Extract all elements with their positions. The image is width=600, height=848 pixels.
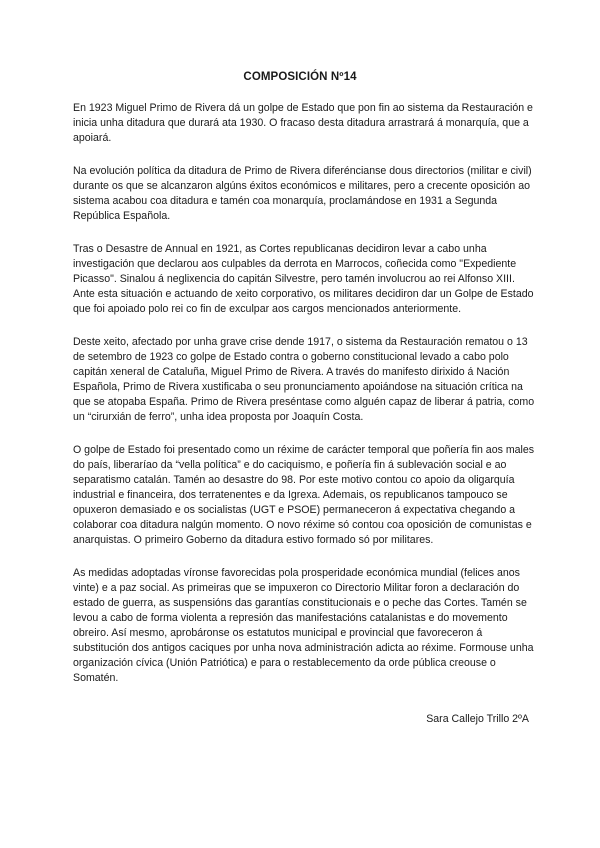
document-title: COMPOSICIÓN Nº14 bbox=[243, 71, 357, 83]
paragraph-6: As medidas adoptadas víronse favorecidas pola prosperidade económica mundial (felices anos vinte) e a paz social. As primeiras que se impuxeron co Directorio Militar foron a declaración do estado de guerra, as suspensións das garantías constitucionais e o peche das Cortes. Tamén se levou a cabo de forma violenta a represión das manifestacións catalanistas e do movemento obreiro. Así mesmo, aprobáronse os estatutos municipal e provincial que favoreceron á substitución dos antigos caciques por unha nova administración adicta ao réxime. Formouse unha organización cívica (Unión Patriótica) e para o restablecemento da orde pública creouse o Somatén. bbox=[73, 567, 534, 684]
paragraph-2: Na evolución política da ditadura de Primo de Rivera diferéncianse dous directorios (militar e civil) durante os que se alcanzaron algúns éxitos económicos e militares, pero a crecente oposición ao sistema acabou coa ditadura e tamén coa monarquía, proclamándose en 1931 a Segunda República Española. bbox=[73, 165, 532, 222]
paragraph-3: Tras o Desastre de Annual en 1921, as Cortes republicanas decidiron levar a cabo unha investigación que declarou aos culpables da derrota en Marrocos, coñecida como "Expediente Picasso". Sinalou á neglixencia do capitán Silvestre, pero tamén involucrou ao rei Alfonso XIII. Ante esta situación e actuando de xeito corporativo, os militares decidiron dar un Golpe de Estado que foi apoiado polo rei co fin de exculpar aos cargos mencionados anteriormente. bbox=[73, 243, 534, 315]
paragraph-5: O golpe de Estado foi presentado como un réxime de carácter temporal que poñería fin aos males do país, liberaríao da “vella política” e do caciquismo, e poñería fin á sublevación social e ao separatismo catalán. Tamén ao desastre do 98. Por este motivo contou co apoio da oligarquía industrial e financeira, dos terratenentes e da Igrexa. Ademais, os republicanos tampouco se opuxeron demasiado e os socialistas (UGT e PSOE) permaneceron á expectativa chegando a colaborar coa ditadura nalgún momento. O novo réxime só contou coa oposición de comunistas e anarquistas. O primeiro Goberno da ditadura estivo formado só por militares. bbox=[73, 444, 535, 546]
paragraph-4: Deste xeito, afectado por unha grave crise dende 1917, o sistema da Restauración rematou o 13 de setembro de 1923 co golpe de Estado contra o goberno constitucional levado a cabo polo capitán xeneral de Cataluña, Miguel Primo de Rivera. A través do manifesto dirixido á Nación Española, Primo de Rivera xustificaba o seu pronunciamento apoiándose na situación crítica na que se atopaba España. Primo de Rivera preséntase como alguén capaz de liberar á patria, como un “cirurxián de ferro”, unha idea proposta por Joaquín Costa. bbox=[73, 336, 535, 423]
paragraph-1: En 1923 Miguel Primo de Rivera dá un golpe de Estado que pon fin ao sistema da Restauración e inicia unha ditadura que durará ata 1930. O fracaso desta ditadura arrastrará á monarquía, que a apoiará. bbox=[73, 102, 533, 144]
document-body bbox=[73, 101, 535, 704]
author-signature: Sara Callejo Trillo 2ºA bbox=[426, 713, 529, 725]
